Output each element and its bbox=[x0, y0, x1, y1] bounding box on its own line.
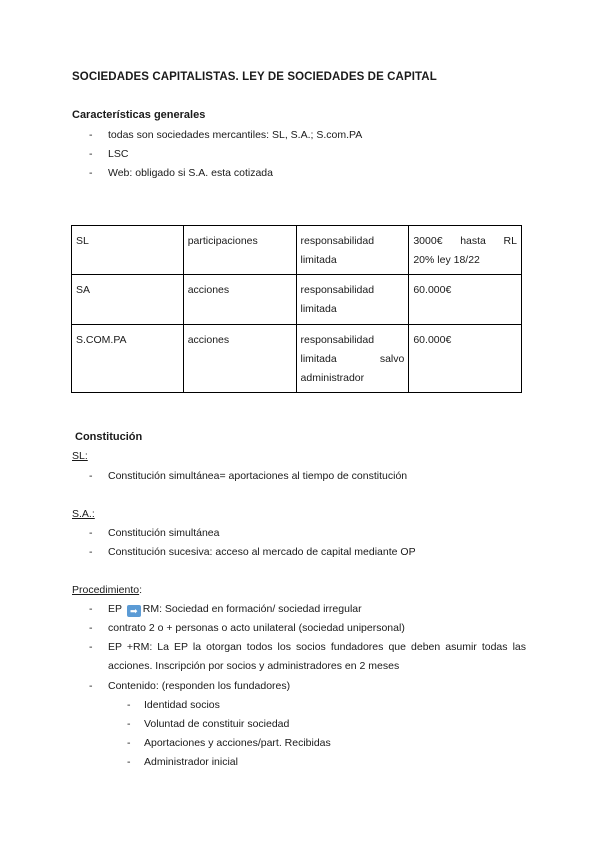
bullet-dash: - bbox=[89, 470, 93, 482]
procedimiento-label bbox=[72, 584, 142, 596]
procedimiento-item bbox=[108, 603, 362, 617]
table-cell: S.COM.PA bbox=[72, 325, 184, 393]
bullet-dash: - bbox=[89, 680, 93, 692]
bullet-dash: - bbox=[127, 737, 131, 749]
table-row bbox=[72, 325, 522, 393]
procedimiento-colon: : bbox=[139, 584, 143, 596]
procedimiento-item: Contenido: (responden los fundadores) bbox=[108, 680, 291, 692]
sa-label: S.A.: bbox=[72, 508, 95, 520]
document-title: SOCIEDADES CAPITALISTAS. LEY DE SOCIEDADES DE CAPITAL bbox=[72, 71, 437, 83]
table-cell: 60.000€ bbox=[409, 325, 522, 393]
bullet-dash: - bbox=[89, 167, 93, 179]
ep-text: EP bbox=[108, 603, 122, 615]
table-cell bbox=[296, 275, 409, 325]
bullet-dash: - bbox=[127, 718, 131, 730]
cell-line: responsabilidad bbox=[300, 334, 375, 346]
contenido-subitem: Voluntad de constituir sociedad bbox=[144, 718, 290, 730]
sa-item: Constitución simultánea bbox=[108, 527, 220, 539]
cell-line: responsabilidad bbox=[300, 235, 375, 247]
procedimiento-item-cont: acciones. Inscripción por socios y administradores en 2 meses bbox=[108, 660, 400, 672]
procedimiento-item: EP +RM: La EP la otorgan todos los socios fundadores que deben asumir todas las bbox=[108, 641, 526, 653]
table-row bbox=[72, 226, 522, 275]
table-cell: SL bbox=[72, 226, 184, 275]
cell-line: limitada bbox=[300, 303, 337, 315]
table-cell: 60.000€ bbox=[409, 275, 522, 325]
sa-item: Constitución sucesiva: acceso al mercado de capital mediante OP bbox=[108, 546, 416, 558]
bullet-dash: - bbox=[89, 622, 93, 634]
bullet-dash: - bbox=[89, 546, 93, 558]
table-cell bbox=[296, 226, 409, 275]
table-cell: acciones bbox=[183, 325, 296, 393]
contenido-subitem: Identidad socios bbox=[144, 699, 220, 711]
bullet-dash: - bbox=[89, 148, 93, 160]
general-item: todas son sociedades mercantiles: SL, S.A.; S.com.PA bbox=[108, 129, 363, 141]
bullet-dash: - bbox=[89, 603, 93, 615]
table-cell: participaciones bbox=[183, 226, 296, 275]
general-item: Web: obligado si S.A. esta cotizada bbox=[108, 167, 273, 179]
table-cell: SA bbox=[72, 275, 184, 325]
cell-line: limitada bbox=[300, 254, 337, 266]
company-types-table bbox=[71, 225, 522, 393]
rm-text: RM: Sociedad en formación/ sociedad irregular bbox=[142, 603, 362, 615]
table-cell: acciones bbox=[183, 275, 296, 325]
cell-line: 3000€ hasta RL bbox=[413, 235, 517, 247]
right-arrow-icon: ➡ bbox=[127, 605, 141, 617]
constitucion-heading: Constitución bbox=[75, 431, 143, 443]
cell-line: responsabilidad bbox=[300, 284, 375, 296]
bullet-dash: - bbox=[127, 756, 131, 768]
general-heading: Características generales bbox=[72, 109, 206, 121]
general-item: LSC bbox=[108, 148, 129, 160]
contenido-subitem: Administrador inicial bbox=[144, 756, 238, 768]
cell-line bbox=[301, 350, 405, 369]
procedimiento-label-text: Procedimiento bbox=[72, 584, 140, 596]
sl-label: SL: bbox=[72, 450, 88, 462]
sl-item: Constitución simultánea= aportaciones al tiempo de constitución bbox=[108, 470, 408, 482]
procedimiento-item: contrato 2 o + personas o acto unilateral (sociedad unipersonal) bbox=[108, 622, 405, 634]
bullet-dash: - bbox=[89, 527, 93, 539]
bullet-dash: - bbox=[89, 641, 93, 653]
contenido-subitem: Aportaciones y acciones/part. Recibidas bbox=[144, 737, 331, 749]
cell-word: limitada bbox=[300, 353, 337, 365]
table-cell bbox=[296, 325, 409, 393]
cell-word: salvo bbox=[379, 353, 405, 365]
cell-line: administrador bbox=[300, 372, 365, 384]
table-cell bbox=[409, 226, 522, 275]
bullet-dash: - bbox=[127, 699, 131, 711]
cell-line: 20% ley 18/22 bbox=[413, 254, 480, 266]
bullet-dash: - bbox=[89, 129, 93, 141]
table-row bbox=[72, 275, 522, 325]
